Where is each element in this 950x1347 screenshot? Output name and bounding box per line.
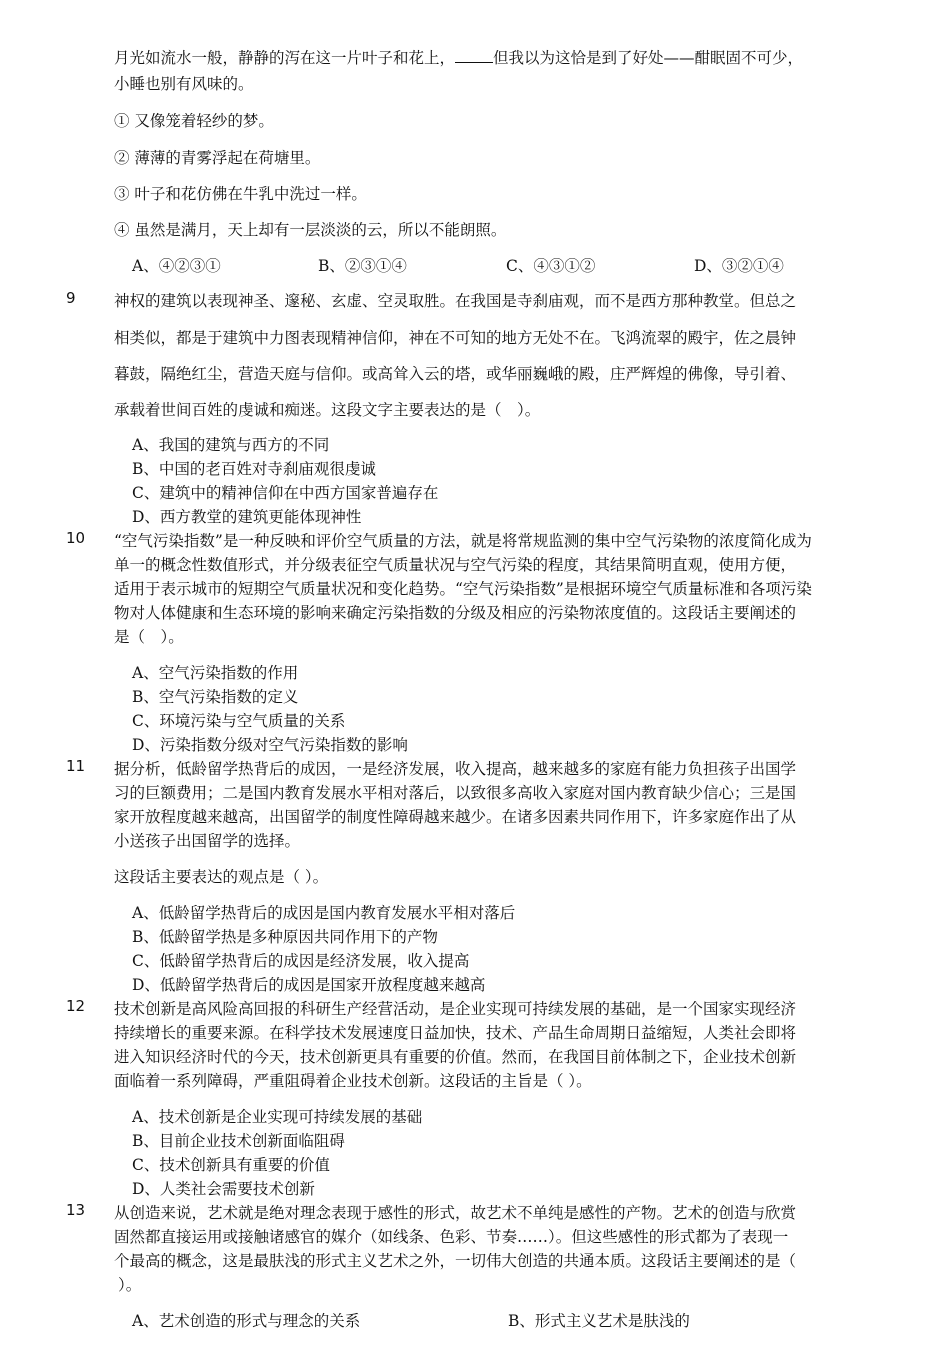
question-number: 9 [66, 289, 76, 307]
question-text-line: 进入知识经济时代的今天，技术创新更具有重要的价值。然而，在我国目前体制之下，企业技术创新 [114, 1048, 797, 1066]
option-b[interactable]: B、低龄留学热是多种原因共同作用下的产物 [132, 928, 438, 946]
option-a[interactable]: A、艺术创造的形式与理念的关系 [132, 1312, 361, 1330]
question-text-line: 适用于表示城市的短期空气质量状况和变化趋势。“空气污染指数”是根据环境空气质量标准和各项污染 [114, 580, 812, 598]
option-c[interactable]: C、低龄留学热背后的成因是经济发展，收入提高 [132, 952, 470, 970]
option-a[interactable]: A、技术创新是企业实现可持续发展的基础 [132, 1108, 423, 1126]
option-c[interactable]: C、建筑中的精神信仰在中西方国家普遍存在 [132, 484, 439, 502]
question-text-line: 从创造来说，艺术就是绝对理念表现于感性的形式，故艺术不单纯是感性的产物。艺术的创造与欣赏 [114, 1204, 797, 1222]
sentence-3: ③ 叶子和花仿佛在牛乳中洗过一样。 [114, 185, 367, 203]
option-b[interactable]: B、②③①④ [318, 257, 407, 275]
question-text-line: 持续增长的重要来源。在科学技术发展速度日益加快，技术、产品生命周期日益缩短，人类社会即将 [114, 1024, 797, 1042]
sentence-2: ② 薄薄的青雾浮起在荷塘里。 [114, 149, 321, 167]
option-b[interactable]: B、目前企业技术创新面临阻碍 [132, 1132, 345, 1150]
option-c[interactable]: C、技术创新具有重要的价值 [132, 1156, 330, 1174]
question-text-line: “空气污染指数”是一种反映和评价空气质量的方法，就是将常规监测的集中空气污染物的浓度简化成为 [114, 532, 812, 550]
option-a[interactable]: A、空气污染指数的作用 [132, 664, 299, 682]
option-a[interactable]: A、④②③① [132, 257, 221, 275]
sentence-1: ① 又像笼着轻纱的梦。 [114, 112, 274, 130]
fill-blank [455, 48, 493, 63]
question-text-line: 面临着一系列障碍，严重阻碍着企业技术创新。这段话的主旨是（ ）。 [114, 1072, 592, 1090]
question-text-line: 单一的概念性数值形式，并分级表征空气质量状况与空气污染的程度，其结果简明直观，使用方便， [114, 556, 797, 574]
question-number: 13 [66, 1201, 86, 1219]
question-text-line: ）。 [118, 1276, 142, 1294]
option-a[interactable]: A、我国的建筑与西方的不同 [132, 436, 330, 454]
question-text-line: 据分析，低龄留学热背后的成因，一是经济发展，收入提高，越来越多的家庭有能力负担孩子出国学 [114, 760, 797, 778]
option-b[interactable]: B、空气污染指数的定义 [132, 688, 299, 706]
question-text-line: 固然都直接运用或接触诸感官的媒介（如线条、色彩、节奏……）。但这些感性的形式都为了表现一 [114, 1228, 789, 1246]
question-text-line: 小送孩子出国留学的选择。 [114, 832, 301, 850]
question-number: 11 [66, 757, 86, 775]
question-text-line: 技术创新是高风险高回报的科研生产经营活动，是企业实现可持续发展的基础，是一个国家实现经济 [114, 1000, 797, 1018]
option-d[interactable]: D、人类社会需要技术创新 [132, 1180, 315, 1198]
option-b[interactable]: B、中国的老百姓对寺刹庙观很虔诚 [132, 460, 376, 478]
question-text-line: 个最高的概念，这是最肤浅的形式主义艺术之外，一切伟大创造的共通本质。这段话主要阐述的是（ [114, 1252, 797, 1270]
question-prompt: 这段话主要表达的观点是（ ）。 [114, 868, 329, 886]
question-text-line: 习的巨额费用；二是国内教育发展水平相对落后，以致很多高收入家庭对国内教育缺少信心；三是国 [114, 784, 797, 802]
option-d[interactable]: D、③②①④ [694, 257, 784, 275]
question-text-line: 相类似，都是于建筑中力图表现精神信仰，神在不可知的地方无处不在。飞鸿流翠的殿宇，佐之晨钟 [114, 329, 797, 347]
question-text-line: 暮鼓，隔绝红尘，营造天庭与信仰。或高耸入云的塔，或华丽巍峨的殿，庄严辉煌的佛像，导引着、 [114, 365, 797, 383]
question-text-line: 承载着世间百姓的虔诚和痴迷。这段文字主要表达的是（ ）。 [114, 401, 541, 419]
sentence-4: ④ 虽然是满月，天上却有一层淡淡的云，所以不能朗照。 [114, 221, 507, 239]
question-text-line: 神权的建筑以表现神圣、邃秘、玄虚、空灵取胜。在我国是寺刹庙观，而不是西方那种教堂。但总之 [114, 292, 797, 310]
option-c[interactable]: C、④③①② [506, 257, 596, 275]
question-number: 12 [66, 997, 86, 1015]
option-c[interactable]: C、环境污染与空气质量的关系 [132, 712, 346, 730]
option-d[interactable]: D、西方教堂的建筑更能体现神性 [132, 508, 362, 526]
option-d[interactable]: D、污染指数分级对空气污染指数的影响 [132, 736, 408, 754]
question-text-line: 物对人体健康和生态环境的影响来确定污染指数的分级及相应的污染物浓度值的。这段话主要阐述的 [114, 604, 797, 622]
option-d[interactable]: D、低龄留学热背后的成因是国家开放程度越来越高 [132, 976, 486, 994]
question-text-line: 家开放程度越来越高，出国留学的制度性障碍越来越少。在诸多因素共同作用下，许多家庭作出了从 [114, 808, 797, 826]
passage-line: 小睡也别有风味的。 [114, 75, 254, 93]
passage-line: 月光如流水一般，静静的泻在这一片叶子和花上， 但我以为这恰是到了好处——酣眠固不可少， [114, 49, 804, 67]
option-a[interactable]: A、低龄留学热背后的成因是国内教育发展水平相对落后 [132, 904, 516, 922]
option-b[interactable]: B、形式主义艺术是肤浅的 [508, 1312, 690, 1330]
question-number: 10 [66, 529, 86, 547]
question-text-line: 是（ ）。 [114, 628, 184, 646]
